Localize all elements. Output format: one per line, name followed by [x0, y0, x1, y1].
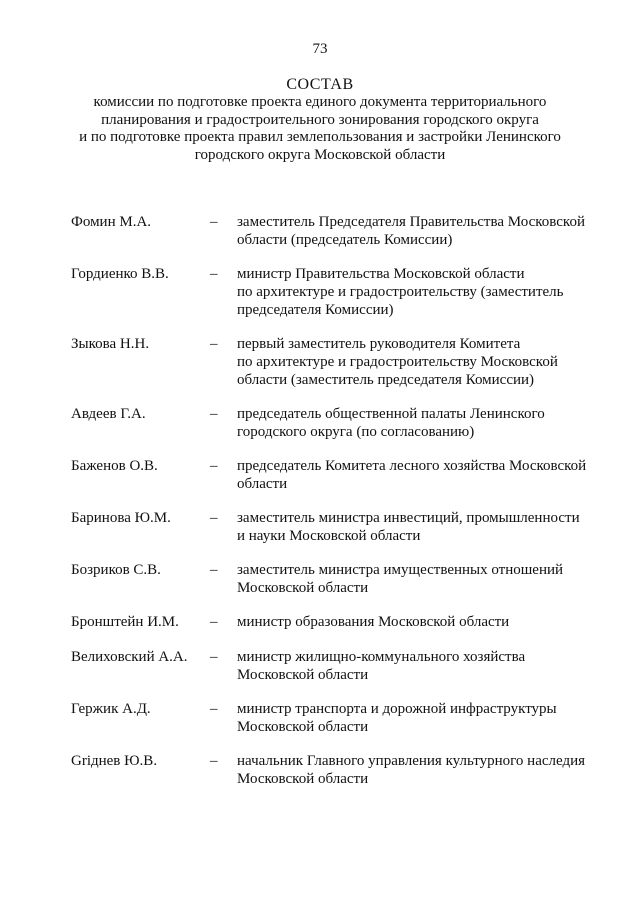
member-role	[237, 405, 617, 441]
member-name: Баринова Ю.М.	[71, 510, 171, 526]
member-dash: –	[210, 649, 218, 665]
member-dash: –	[210, 701, 218, 717]
subtitle-line: и по подготовке проекта правил землепользования и застройки Ленинского	[79, 129, 561, 145]
member-row	[0, 509, 640, 545]
member-role	[237, 700, 617, 736]
member-row	[0, 265, 640, 319]
member-role-line: министр транспорта и дорожной инфраструктуры	[237, 701, 557, 717]
member-role-line: министр Правительства Московской области	[237, 266, 525, 282]
member-row	[0, 213, 640, 249]
member-dash: –	[210, 753, 218, 769]
member-role	[237, 335, 617, 389]
member-row	[0, 335, 640, 389]
member-role-line: и науки Московской области	[237, 528, 421, 544]
subtitle-line: комиссии по подготовке проекта единого документа территориального	[93, 94, 547, 110]
member-role-line: Московской области	[237, 667, 369, 683]
member-role-line: области (председатель Комиссии)	[237, 232, 453, 248]
member-dash: –	[210, 214, 218, 230]
member-role	[237, 613, 617, 631]
member-role	[237, 509, 617, 545]
member-name: Бозриков С.В.	[71, 562, 161, 578]
member-role-line: министр жилищно-коммунального хозяйства	[237, 649, 526, 665]
document-heading	[0, 76, 640, 164]
member-role	[237, 457, 617, 493]
member-row	[0, 561, 640, 597]
member-role-line: министр образования Московской области	[237, 614, 510, 630]
member-dash: –	[210, 562, 218, 578]
member-name: Гержик А.Д.	[71, 701, 151, 717]
member-dash: –	[210, 510, 218, 526]
member-name: Велиховский А.А.	[71, 649, 188, 665]
member-dash: –	[210, 458, 218, 474]
member-role-line: Московской области	[237, 580, 369, 596]
member-row	[0, 405, 640, 441]
member-name: Griднев Ю.В.	[71, 753, 158, 769]
document-title: СОСТАВ	[286, 76, 354, 93]
member-role	[237, 752, 617, 788]
subtitle-line: городского округа Московской области	[194, 146, 446, 163]
member-row	[0, 700, 640, 736]
member-role-line: председателя Комиссии)	[237, 302, 394, 318]
member-role-line: по архитектуре и градостроительству (заместитель	[237, 284, 564, 300]
member-role-line: председатель Комитета лесного хозяйства Московской	[237, 458, 587, 474]
page-number: 73	[312, 41, 328, 57]
member-name: Зыкова Н.Н.	[71, 336, 150, 352]
member-row	[0, 457, 640, 493]
member-name: Авдеев Г.А.	[71, 406, 146, 422]
member-dash: –	[210, 614, 218, 630]
commission-member-list	[0, 213, 640, 804]
member-role-line: Московской области	[237, 719, 369, 735]
member-role	[237, 265, 617, 319]
member-name: Фомин М.А.	[71, 214, 152, 230]
member-role-line: первый заместитель руководителя Комитета	[237, 336, 521, 352]
member-dash: –	[210, 266, 218, 282]
member-dash: –	[210, 336, 218, 352]
member-role-line: начальник Главного управления культурного наследия	[237, 753, 586, 769]
member-role-line: заместитель министра имущественных отношений	[237, 562, 564, 578]
subtitle-line: планирования и градостроительного зонирования городского округа	[101, 111, 539, 128]
member-row	[0, 752, 640, 788]
member-role	[237, 213, 617, 249]
member-role-line: заместитель министра инвестиций, промышленности	[237, 510, 580, 526]
member-role-line: области	[237, 476, 288, 492]
member-role-line: городского округа (по согласованию)	[237, 424, 475, 440]
member-role-line: председатель общественной палаты Ленинского	[237, 406, 545, 422]
member-row	[0, 613, 640, 631]
member-role-line: по архитектуре и градостроительству Московской	[237, 354, 558, 370]
member-role-line: Московской области	[237, 771, 369, 787]
member-row	[0, 648, 640, 684]
member-role	[237, 648, 617, 684]
member-role-line: заместитель Председателя Правительства Московской	[237, 214, 585, 230]
member-role	[237, 561, 617, 597]
member-name: Бронштейн И.М.	[71, 614, 179, 630]
member-name: Гордиенко В.В.	[71, 266, 169, 282]
member-dash: –	[210, 406, 218, 422]
member-role-line: области (заместитель председателя Комиссии)	[237, 372, 535, 388]
member-name: Баженов О.В.	[71, 458, 158, 474]
